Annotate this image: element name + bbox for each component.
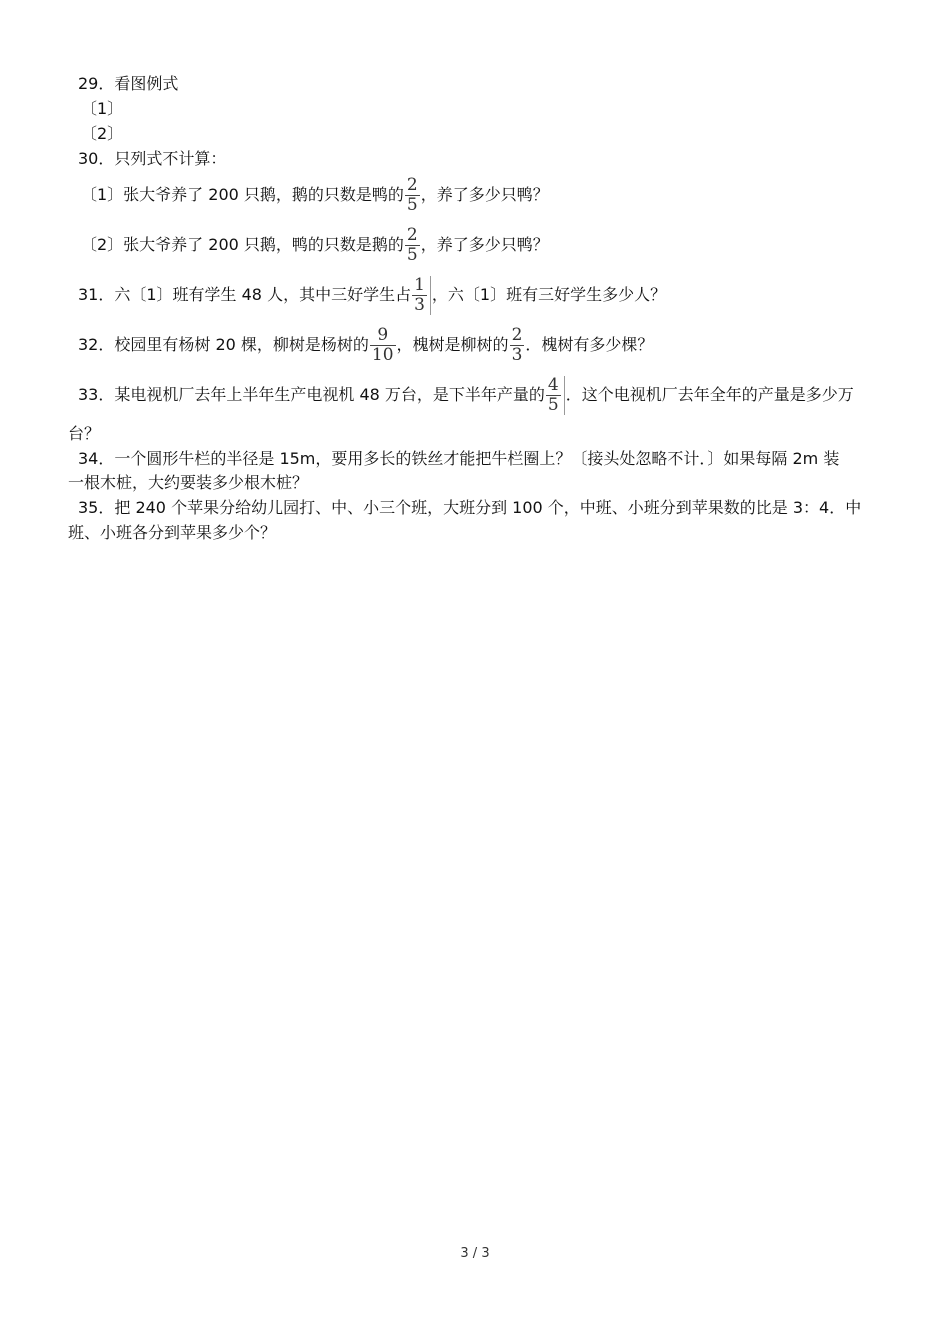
question-32-after: ．槐树有多少棵？	[525, 335, 654, 354]
question-32-before: 32．校园里有杨树 20 棵，柳树是杨树的	[78, 335, 369, 354]
question-29-title: 29．看图例式	[78, 74, 179, 93]
question-30-sub2-before: 〔2〕张大爷养了 200 只鹅，鸭的只数是鹅的	[81, 235, 404, 254]
fraction	[546, 376, 565, 415]
question-33	[78, 376, 854, 415]
question-33-line2: 台？	[68, 424, 101, 443]
question-30-sub1	[81, 176, 549, 215]
question-33-after: ．这个电视机厂去年全年的产量是多少万	[565, 385, 854, 404]
fraction	[405, 226, 420, 265]
question-34-line1: 34．一个圆形牛栏的半径是 15m，要用多长的铁丝才能把牛栏圈上？〔接头处忽略不计．〕如果每隔 2m 装	[78, 449, 840, 468]
fraction	[412, 276, 431, 315]
fraction-denominator: 5	[406, 195, 418, 215]
question-35-line2: 班、小班各分到苹果多少个？	[68, 523, 277, 542]
question-32-middle: ，槐树是柳树的	[396, 335, 509, 354]
question-34-line2: 一根木桩，大约要装多少根木桩？	[68, 473, 309, 492]
fraction-denominator: 10	[371, 345, 394, 365]
fraction-numerator: 1	[414, 275, 425, 295]
fraction-numerator: 2	[406, 175, 418, 195]
question-35-line1: 35．把 240 个苹果分给幼儿园打、中、小三个班，大班分到 100 个，中班、小班分到苹果数的比是 3：4．中	[78, 498, 862, 517]
page-number: 3 / 3	[460, 1246, 490, 1261]
question-29-sub2: 〔2〕	[81, 124, 124, 143]
fraction-numerator: 2	[511, 325, 523, 345]
fraction-denominator: 5	[547, 395, 559, 415]
fraction	[370, 326, 396, 365]
question-29-sub1: 〔1〕	[81, 99, 124, 118]
fraction-numerator: 9	[370, 326, 396, 346]
question-30-sub2	[81, 226, 549, 265]
question-31	[78, 276, 666, 315]
fraction-numerator: 4	[547, 375, 559, 395]
question-31-before: 31．六〔1〕班有学生 48 人，其中三好学生占	[78, 285, 412, 304]
fraction-denominator: 5	[406, 245, 418, 265]
fraction-denominator: 3	[414, 295, 425, 315]
fraction-denominator: 3	[511, 345, 523, 365]
question-30-sub2-after: ，养了多少只鸭？	[420, 235, 549, 254]
fraction-numerator: 2	[406, 225, 418, 245]
fraction	[510, 326, 525, 365]
question-33-before: 33．某电视机厂去年上半年生产电视机 48 万台，是下半年产量的	[78, 385, 545, 404]
question-32	[78, 326, 653, 365]
question-30-sub1-after: ，养了多少只鸭？	[420, 185, 549, 204]
fraction	[405, 176, 420, 215]
question-30-title: 30．只列式不计算：	[78, 149, 227, 168]
question-30-sub1-before: 〔1〕张大爷养了 200 只鹅，鹅的只数是鸭的	[81, 185, 404, 204]
question-31-after: ，六〔1〕班有三好学生多少人？	[431, 285, 667, 304]
